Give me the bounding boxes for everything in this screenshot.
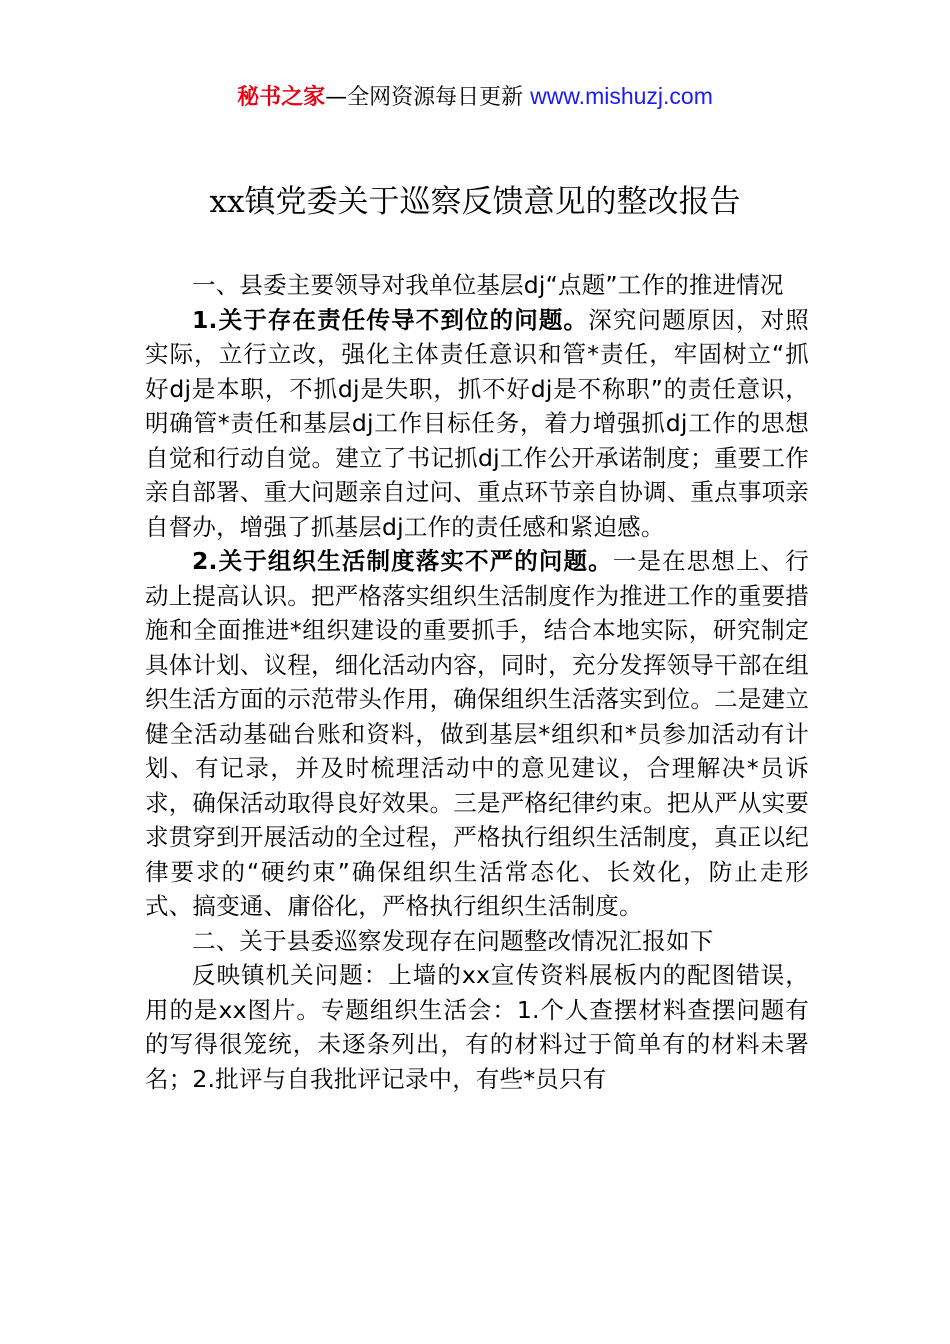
site-url-link[interactable]: www.mishuzj.com [530, 83, 713, 109]
paragraph-item-3 [145, 958, 809, 1096]
paragraph-item-1 [145, 303, 809, 545]
paragraph-text: 一是在思想上、行动上提高认识。把严格落实组织生活制度作为推进工作的重要措施和全面推进*组织建设的重要抓手，结合本地实际，研究制定具体计划、议程，细化活动内容，同时，充分发挥领导干部在组织生活方面的示范带头作用，确保组织生活落实到位。二是建立健全活动基础台账和资料，做到基层*组织和*员参加活动有计划、有记录，并及时梳理活动中的意见建议，合理解决*员诉求，确保活动取得良好效果。三是严格纪律约束。把从严从实要求贯穿到开展活动的全过程，严格执行组织生活制度，真正以纪律要求的“硬约束”确保组织生活常态化、长效化，防止走形式、搞变通、庸俗化，严格执行组织生活制度。 [145, 547, 809, 920]
document-body [145, 268, 809, 1096]
paragraph-lead: 1.关于存在责任传导不到位的问题。 [192, 305, 589, 334]
section-heading-1 [145, 268, 809, 303]
document-title: xx镇党委关于巡察反馈意见的整改报告 [209, 184, 741, 220]
site-name: 秘书之家 [237, 85, 326, 110]
site-slogan: —全网资源每日更新 [325, 85, 531, 110]
section-heading-2 [145, 924, 809, 959]
paragraph-text: 反映镇机关问题：上墙的xx宣传资料展板内的配图错误，用的是xx图片。专题组织生活会：1.个人查摆材料查摆问题有的写得很笼统，未逐条列出，有的材料过于简单有的材料未署名；2.批评与自我批评记录中，有些*员只有 [145, 961, 809, 1093]
paragraph-text: 深究问题原因，对照实际，立行立改，强化主体责任意识和管*责任，牢固树立“抓好dj是本职，不抓dj是失职，抓不好dj是不称职”的责任意识，明确管*责任和基层dj工作目标任务，着力增强抓dj工作的思想自觉和行动自觉。建立了书记抓dj工作公开承诺制度；重要工作亲自部署、重大问题亲自过问、重点环节亲自协调、重点事项亲自督办，增强了抓基层dj工作的责任感和紧迫感。 [145, 305, 809, 541]
paragraph-text: 二、关于县委巡察发现存在问题整改情况汇报如下 [192, 926, 714, 955]
site-header [0, 80, 950, 114]
paragraph-item-2 [145, 544, 809, 924]
paragraph-lead: 2.关于组织生活制度落实不严的问题。 [192, 547, 613, 575]
paragraph-text: 一、县委主要领导对我单位基层dj“点题”工作的推进情况 [192, 271, 784, 299]
